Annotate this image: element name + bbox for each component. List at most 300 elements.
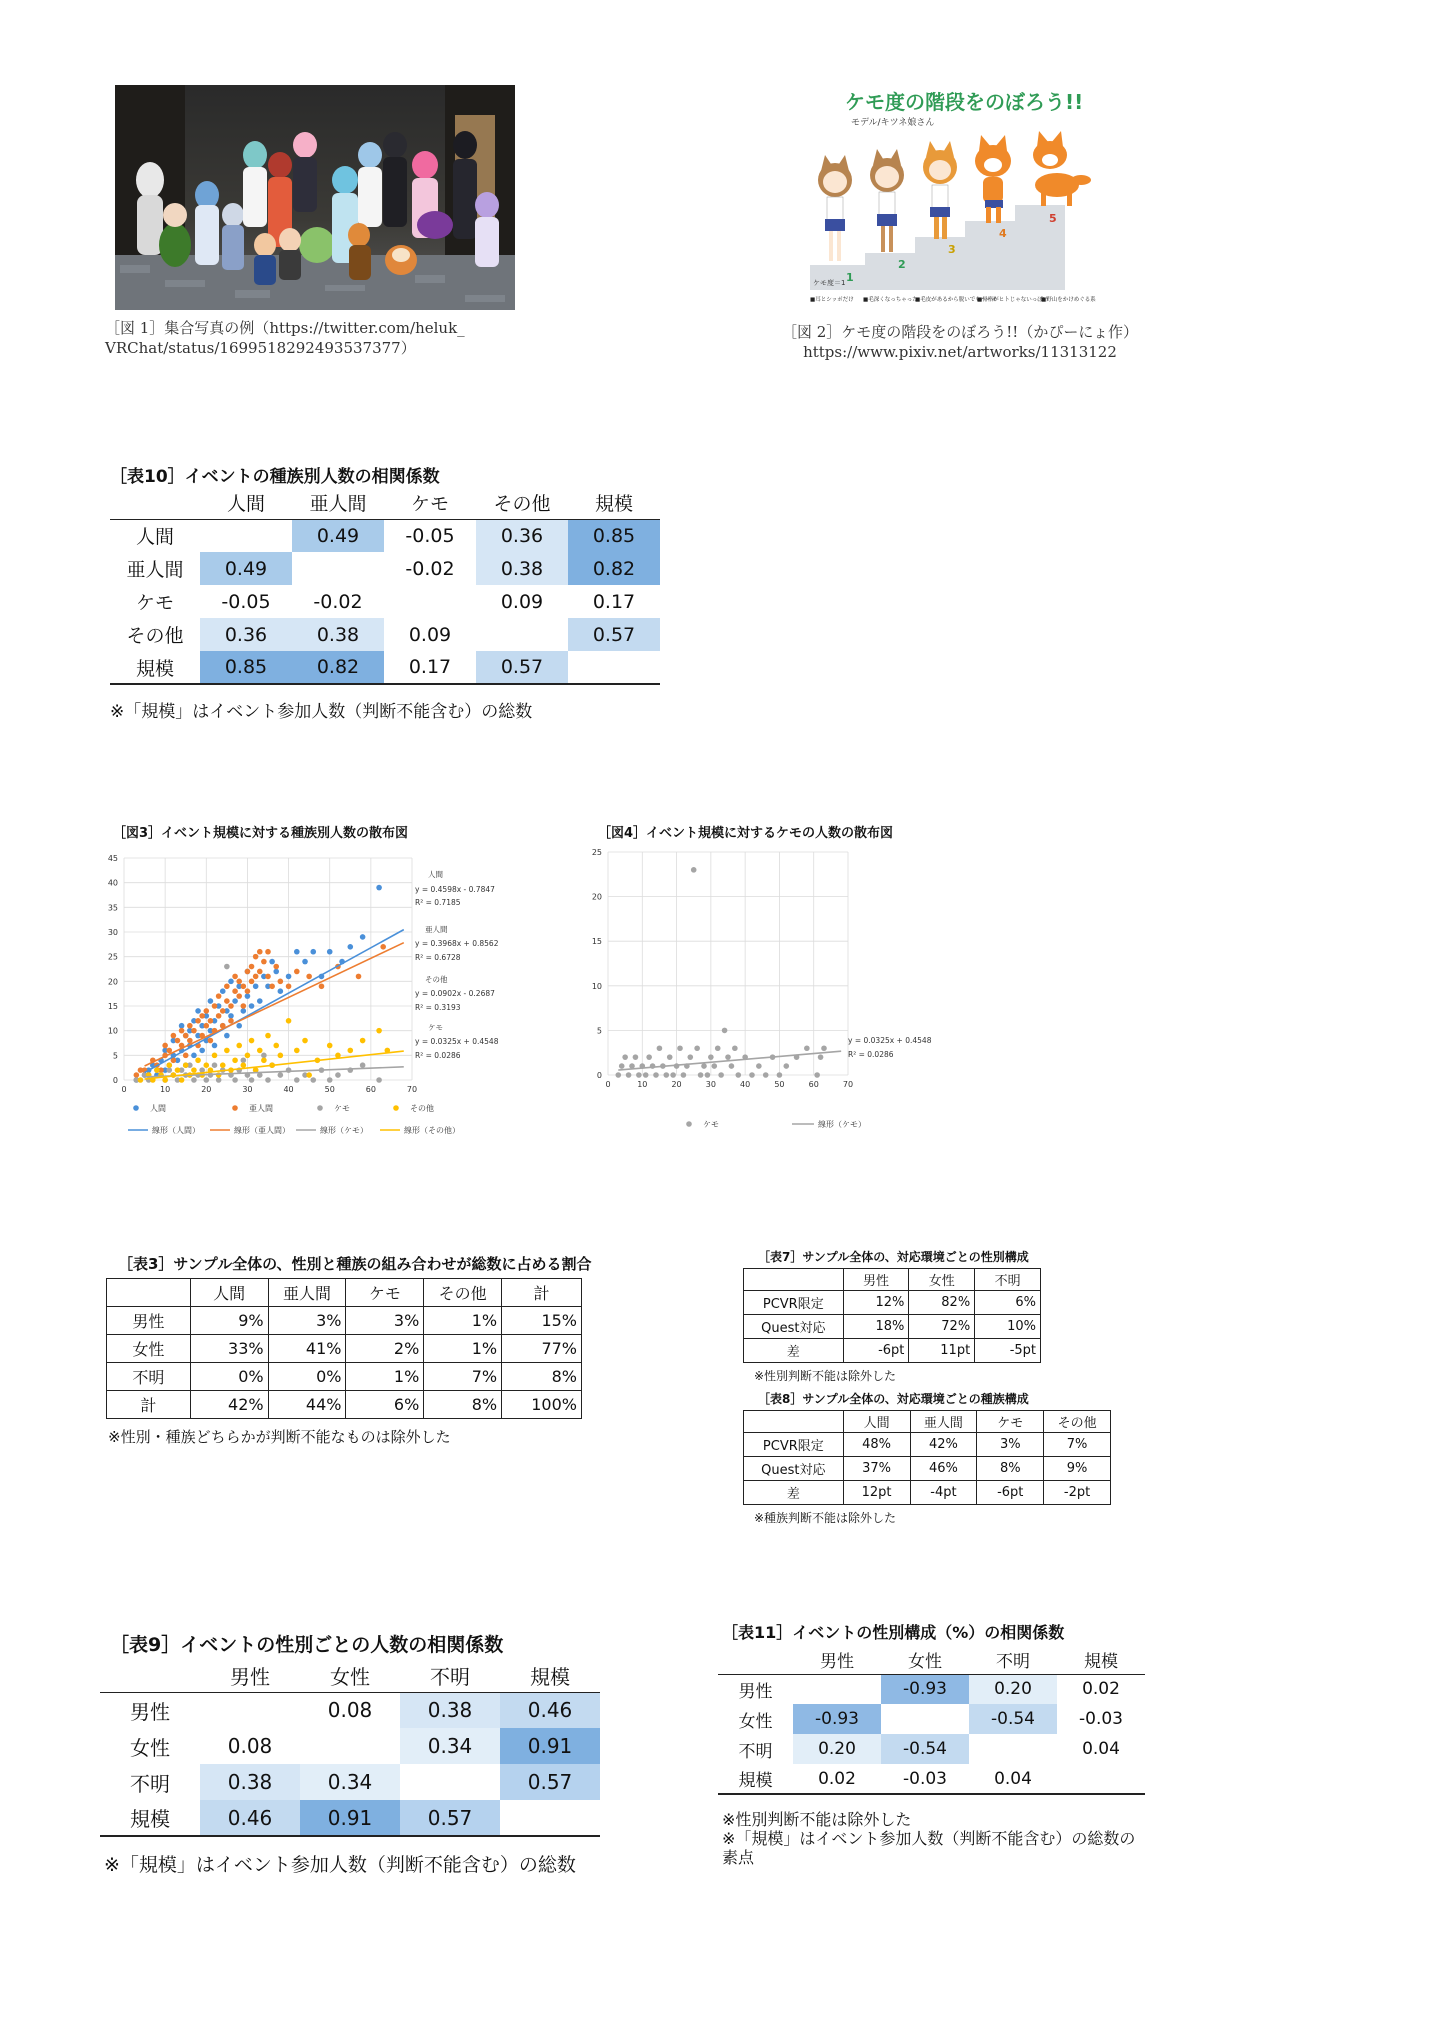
cell: 37%: [843, 1457, 910, 1481]
table-8-header: ケモ: [977, 1411, 1044, 1433]
table-10-header: 人間: [200, 487, 292, 519]
data-point: [228, 979, 234, 985]
data-point: [232, 988, 238, 994]
cell: -4pt: [910, 1481, 977, 1505]
data-point: [756, 1063, 762, 1069]
table-11-note: [722, 1810, 1135, 1867]
cell: 33%: [190, 1335, 268, 1363]
data-point: [273, 1043, 279, 1049]
figure-3-chart: [100, 840, 499, 1150]
cell: 0.46: [500, 1692, 600, 1728]
legend-marker: [317, 1105, 323, 1111]
cell: 0.09: [408, 623, 452, 646]
row-header: 人間: [135, 526, 174, 549]
row-header: 差: [744, 1339, 844, 1363]
data-point: [722, 1028, 728, 1034]
y-tick-label: 0: [596, 1071, 602, 1080]
cell: 2%: [346, 1335, 424, 1363]
cell: 0.38: [200, 1764, 300, 1800]
data-point: [302, 1038, 308, 1044]
data-point: [708, 1054, 714, 1060]
cell: -0.03: [1079, 1709, 1123, 1729]
data-point: [265, 974, 271, 980]
data-point: [376, 1028, 382, 1034]
cell: 0.04: [969, 1764, 1057, 1794]
cell: -6pt: [843, 1339, 909, 1363]
data-point: [220, 1008, 226, 1014]
data-point: [236, 993, 242, 999]
legend-label: 線形（人間）: [152, 1126, 200, 1135]
data-point: [183, 1062, 189, 1068]
table-7-title: ［表7］サンプル全体の、対応環境ごとの性別構成: [758, 1250, 1029, 1264]
cell: 3%: [977, 1433, 1044, 1457]
table-row: [110, 519, 660, 552]
data-point: [804, 1045, 810, 1051]
cell: 0.08: [327, 1698, 373, 1723]
data-point: [179, 1023, 185, 1029]
cell: 0.34: [300, 1764, 400, 1800]
data-point: [265, 1033, 271, 1039]
stairs-legend-item: ■耳とシッポだけ: [810, 297, 854, 303]
cell: 0.91: [300, 1800, 400, 1836]
step-5: 5: [1049, 212, 1057, 225]
x-tick-label: 0: [605, 1080, 611, 1089]
cell: 3%: [268, 1307, 346, 1335]
table-8: [743, 1410, 1111, 1505]
cell: [1057, 1764, 1145, 1794]
data-point: [653, 1072, 659, 1078]
data-point: [622, 1054, 628, 1060]
data-point: [253, 983, 259, 989]
table-10-header: 規模: [568, 487, 660, 519]
cell: 6%: [975, 1291, 1041, 1315]
cell: 7%: [424, 1363, 502, 1391]
data-point: [179, 1028, 185, 1034]
cell: 1%: [424, 1335, 502, 1363]
cell: 0.17: [592, 590, 636, 613]
data-point: [257, 949, 263, 955]
row-header: PCVR限定: [744, 1433, 844, 1457]
cell: 6%: [346, 1391, 424, 1419]
data-point: [302, 959, 308, 965]
cell: [568, 651, 660, 684]
table-row: [744, 1339, 1041, 1363]
table-8-title: ［表8］サンプル全体の、対応環境ごとの種族構成: [758, 1392, 1029, 1406]
table-10: [110, 487, 660, 685]
cell: 0.91: [500, 1728, 600, 1764]
x-tick-label: 70: [842, 1080, 854, 1089]
table-7-header: 不明: [975, 1269, 1041, 1291]
eq-label: 亜人間: [425, 925, 448, 934]
y-tick-label: 10: [591, 981, 602, 991]
table-7-header: 女性: [909, 1269, 975, 1291]
data-point: [208, 1038, 214, 1044]
table-row: [718, 1734, 1145, 1764]
fig4-grid: [608, 852, 848, 1075]
table-11-header: 規模: [1057, 1646, 1145, 1674]
table-3-header: 人間: [190, 1279, 268, 1307]
data-point: [711, 1063, 717, 1069]
data-point: [705, 1072, 711, 1078]
data-point: [232, 1057, 238, 1063]
data-point: [232, 974, 238, 980]
data-point: [183, 1053, 189, 1059]
table-row: [110, 552, 660, 585]
legend-marker: [232, 1105, 238, 1111]
eq-label: ケモ: [428, 1023, 443, 1032]
data-point: [220, 988, 226, 994]
cell: -0.05: [221, 590, 271, 613]
eq-label: 人間: [428, 870, 443, 879]
cell: 0.57: [400, 1800, 500, 1836]
legend-label: ケモ: [703, 1120, 719, 1129]
cell: 0.49: [200, 552, 292, 585]
cell: 42%: [910, 1433, 977, 1457]
data-point: [241, 983, 247, 989]
cell: 44%: [268, 1391, 346, 1419]
data-point: [216, 1077, 222, 1083]
data-point: [220, 1062, 226, 1068]
data-point: [701, 1063, 707, 1069]
table-row: [107, 1363, 582, 1391]
table-8-header: 亜人間: [910, 1411, 977, 1433]
cell: 0.46: [200, 1800, 300, 1836]
data-point: [327, 1077, 333, 1083]
data-point: [294, 1048, 300, 1054]
row-header: 男性: [738, 1681, 773, 1702]
data-point: [183, 1033, 189, 1039]
data-point: [335, 1072, 341, 1078]
data-point: [278, 988, 284, 994]
table-9-title: ［表9］イベントの性別ごとの人数の相関係数: [110, 1634, 504, 1656]
data-point: [286, 983, 292, 989]
fig3-equations: [415, 869, 499, 1060]
table-9-note: ※「規模」はイベント参加人数（判断不能含む）の総数: [104, 1854, 576, 1876]
data-point: [208, 1018, 214, 1024]
table-9-header: 規模: [500, 1660, 600, 1692]
data-point: [166, 1048, 172, 1054]
data-point: [212, 1003, 218, 1009]
table-9-header: 不明: [400, 1660, 500, 1692]
data-point: [162, 1043, 168, 1049]
cell: 7%: [1044, 1433, 1111, 1457]
cell: [500, 1800, 600, 1836]
data-point: [241, 1062, 247, 1068]
legend-marker: [686, 1121, 692, 1127]
cell: 41%: [268, 1335, 346, 1363]
data-point: [360, 1038, 366, 1044]
cell: 0.02: [1082, 1679, 1120, 1700]
data-point: [228, 1013, 234, 1019]
data-point: [663, 1072, 669, 1078]
eq-label: y = 0.0325x + 0.4548: [415, 1037, 499, 1046]
y-tick-label: 25: [591, 848, 602, 857]
legend-label: 線形（ケモ）: [320, 1126, 368, 1135]
data-point: [203, 1023, 209, 1029]
cell: 0%: [268, 1363, 346, 1391]
cell: 82%: [909, 1291, 975, 1315]
table-3-header: その他: [424, 1279, 502, 1307]
step-3: 3: [948, 243, 956, 256]
cell: 9%: [1044, 1457, 1111, 1481]
row-header: PCVR限定: [744, 1291, 844, 1315]
eq-label: y = 0.3968x + 0.8562: [415, 939, 499, 948]
data-point: [257, 998, 263, 1004]
table-8-header: その他: [1044, 1411, 1111, 1433]
data-point: [261, 1053, 267, 1059]
cell: -0.93: [881, 1674, 969, 1704]
row-header: 規模: [100, 1800, 200, 1836]
cell: 0.36: [476, 519, 568, 552]
data-point: [646, 1054, 652, 1060]
stairs-legend-item: ■毛深くなっちゃった: [863, 297, 918, 303]
table-7-header: 男性: [843, 1269, 909, 1291]
cell: 0.38: [476, 552, 568, 585]
cell: 9%: [190, 1307, 268, 1335]
eq-label: R² = 0.3193: [415, 1003, 461, 1012]
x-tick-label: 40: [283, 1085, 294, 1094]
legend-label: ケモ: [334, 1104, 350, 1113]
row-header: 亜人間: [126, 559, 184, 581]
y-tick-label: 5: [596, 1026, 602, 1036]
trendline: [145, 930, 404, 1073]
cell: -6pt: [977, 1481, 1044, 1505]
eq-label: その他: [425, 975, 448, 984]
data-point: [253, 974, 259, 980]
step-1: 1: [846, 271, 854, 284]
stairs-title: ケモ度の階段をのぼろう!!: [845, 90, 1084, 114]
cell: [200, 519, 292, 552]
data-point: [236, 979, 242, 985]
y-tick-label: 0: [112, 1076, 118, 1085]
data-point: [203, 1062, 209, 1068]
table-9-header: 男性: [200, 1660, 300, 1692]
y-tick-label: 15: [107, 1002, 118, 1011]
table-10-note: ※「規模」はイベント参加人数（判断不能含む）の総数: [110, 702, 533, 722]
data-point: [681, 1072, 687, 1078]
table-9: [100, 1660, 600, 1837]
data-point: [245, 988, 251, 994]
cell: -0.93: [793, 1704, 881, 1734]
data-point: [195, 1008, 201, 1014]
table-11-header: 男性: [793, 1646, 881, 1674]
fig4-points: [615, 867, 826, 1078]
row-header: 不明: [107, 1363, 191, 1391]
eq-label: R² = 0.0286: [848, 1050, 894, 1059]
table-3-header: ケモ: [346, 1279, 424, 1307]
data-point: [232, 998, 238, 1004]
data-point: [269, 959, 275, 965]
table-row: [744, 1315, 1041, 1339]
data-point: [347, 944, 353, 950]
data-point: [286, 1018, 292, 1024]
eq-label: y = 0.0902x - 0.2687: [415, 989, 495, 998]
legend-label: 線形（ケモ）: [818, 1120, 866, 1129]
data-point: [224, 998, 230, 1004]
table-row: [107, 1391, 582, 1419]
cell: 0.34: [400, 1728, 500, 1764]
cell: 15%: [502, 1307, 582, 1335]
data-point: [636, 1072, 642, 1078]
data-point: [347, 1048, 353, 1054]
data-point: [327, 1043, 333, 1049]
data-point: [360, 934, 366, 940]
cell: 42%: [190, 1391, 268, 1419]
cell: 1%: [424, 1307, 502, 1335]
table-7-note: ※性別判断不能は除外した: [754, 1369, 897, 1383]
data-point: [376, 1077, 382, 1083]
cell: 0.38: [400, 1692, 500, 1728]
row-header: Quest対応: [744, 1457, 844, 1481]
y-tick-label: 40: [107, 878, 118, 888]
data-point: [677, 1045, 683, 1051]
data-point: [691, 867, 697, 873]
data-point: [228, 1003, 234, 1009]
cell: -0.54: [969, 1704, 1057, 1734]
cell: -0.03: [881, 1764, 969, 1794]
data-point: [735, 1072, 741, 1078]
row-header: 規模: [718, 1764, 793, 1794]
cell: 0.36: [200, 618, 292, 651]
data-point: [212, 1053, 218, 1059]
cell: 0.20: [969, 1674, 1057, 1704]
fig4-equation: [848, 1036, 932, 1059]
cell: 0.20: [793, 1734, 881, 1764]
x-tick-label: 30: [242, 1085, 253, 1094]
data-point: [319, 983, 325, 989]
table-row: [718, 1764, 1145, 1794]
data-point: [732, 1045, 738, 1051]
data-point: [657, 1045, 663, 1051]
data-point: [265, 1077, 271, 1083]
eq-label: R² = 0.7185: [415, 898, 461, 907]
legend-label: 線形（その他）: [404, 1126, 460, 1135]
data-point: [294, 949, 300, 955]
cell: [969, 1734, 1057, 1764]
table-8-corner: [744, 1411, 844, 1433]
data-point: [166, 1062, 172, 1068]
eq-label: y = 0.0325x + 0.4548: [848, 1036, 932, 1045]
x-tick-label: 60: [808, 1080, 819, 1089]
table-row: [100, 1692, 600, 1728]
data-point: [187, 1023, 193, 1029]
data-point: [216, 993, 222, 999]
data-point: [718, 1072, 724, 1078]
data-point: [224, 964, 230, 970]
table-10-header: ケモ: [384, 487, 476, 519]
x-tick-label: 50: [324, 1085, 335, 1094]
table-10-title: ［表10］イベントの種族別人数の相関係数: [110, 467, 440, 487]
cell: 8%: [424, 1391, 502, 1419]
data-point: [310, 949, 316, 955]
data-point: [187, 1038, 193, 1044]
x-tick-label: 20: [671, 1080, 682, 1089]
legend-label: 人間: [150, 1104, 166, 1113]
data-point: [380, 944, 386, 950]
data-point: [310, 1077, 316, 1083]
data-point: [245, 1053, 251, 1059]
cell: -0.02: [313, 590, 363, 613]
figure-4-chart: [580, 840, 932, 1140]
x-tick-label: 70: [406, 1085, 418, 1094]
cell: 3%: [346, 1307, 424, 1335]
y-tick-label: 15: [591, 937, 602, 947]
data-point: [278, 1053, 284, 1059]
table-10-header: 亜人間: [292, 487, 384, 519]
data-point: [273, 964, 279, 970]
data-point: [249, 1003, 255, 1009]
legend-label: 線形（亜人間）: [234, 1126, 290, 1135]
data-point: [203, 1008, 209, 1014]
row-header: 女性: [738, 1711, 773, 1732]
figure-1: [105, 85, 515, 357]
data-point: [199, 1013, 205, 1019]
stairs-legend: [810, 295, 1096, 303]
cell: 0.49: [292, 519, 384, 552]
data-point: [208, 998, 214, 1004]
data-point: [261, 1057, 267, 1063]
legend-marker: [133, 1105, 139, 1111]
table-9-header: 女性: [300, 1660, 400, 1692]
data-point: [191, 1028, 197, 1034]
data-point: [306, 974, 312, 980]
table-8-header: 人間: [843, 1411, 910, 1433]
data-point: [228, 1018, 234, 1024]
cell: -0.54: [881, 1734, 969, 1764]
table-row: [110, 618, 660, 651]
data-point: [166, 1067, 172, 1073]
cell: [384, 585, 476, 618]
data-point: [236, 1043, 242, 1049]
data-point: [154, 1067, 160, 1073]
data-point: [191, 1067, 197, 1073]
data-point: [360, 1062, 366, 1068]
data-point: [245, 969, 251, 975]
data-point: [273, 969, 279, 975]
data-point: [356, 974, 362, 980]
table-3-title: ［表3］サンプル全体の、性別と種族の組み合わせが総数に占める割合: [118, 1255, 592, 1273]
cell: 0%: [190, 1363, 268, 1391]
data-point: [249, 979, 255, 985]
table-3: [106, 1278, 582, 1419]
eq-label: R² = 0.0286: [415, 1051, 461, 1060]
table-10-header: その他: [476, 487, 568, 519]
data-point: [191, 1077, 197, 1083]
cell: 46%: [910, 1457, 977, 1481]
table-row: [744, 1433, 1111, 1457]
cell: 0.04: [1082, 1739, 1120, 1759]
cell: 0.57: [568, 618, 660, 651]
table-7: [743, 1268, 1041, 1363]
data-point: [814, 1072, 820, 1078]
stairs-legend-item: ■毛皮があるから脱いでもヘーキ: [915, 297, 998, 303]
table-row: [744, 1291, 1041, 1315]
row-header: 規模: [110, 651, 200, 684]
data-point: [162, 1077, 168, 1083]
data-point: [241, 1003, 247, 1009]
x-tick-label: 10: [160, 1085, 171, 1094]
figure-2: [805, 85, 1115, 310]
data-point: [245, 993, 251, 999]
cell: 77%: [502, 1335, 582, 1363]
table-10-corner: [110, 487, 200, 519]
data-point: [224, 983, 230, 989]
figure-4-title: ［図4］イベント規模に対するケモの人数の散布図: [598, 826, 894, 841]
cell: [793, 1674, 881, 1704]
data-point: [278, 979, 284, 985]
data-point: [749, 1072, 755, 1078]
fig4-legend: [686, 1119, 866, 1129]
